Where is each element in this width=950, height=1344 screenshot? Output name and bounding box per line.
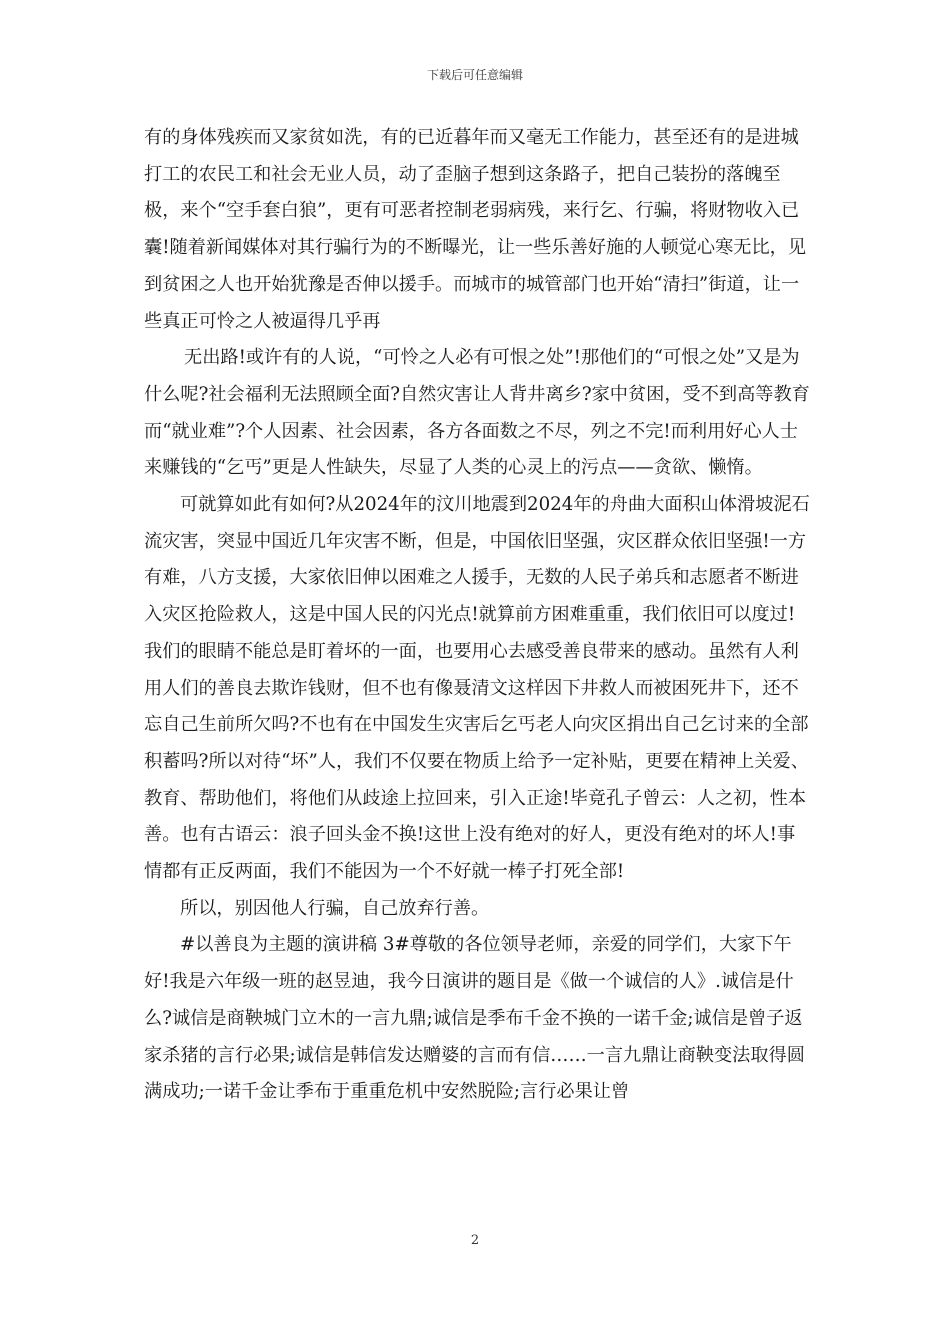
paragraph-1: 有的身体残疾而又家贫如洗，有的已近暮年而又毫无工作能力，甚至还有的是进城打工的农民工和社会无业人员，动了歪脑子想到这条路子，把自己装扮的落魄至极，来个“空手套白狼”，更有可恶者控制老弱病残，来行乞、行骗，将财物收入已囊!随着新闻媒体对其行骗行为的不断曝光，让一些乐善好施的人顿觉心寒无比，见到贫困之人也开始犹豫是否伸以援手。而城市的城管部门也开始“清扫”街道，让一些真正可怜之人被逼得几乎再 [144,127,807,332]
paragraph-4: 所以，别因他人行骗，自己放弃行善。 [180,897,490,919]
page-header: 下载后可任意编辑 [426,68,523,82]
page-number: 2 [470,1233,480,1248]
document-body [144,120,812,1111]
paragraph-2: 无出路!或许有的人说，“可怜之人必有可恨之处”!那他们的“可恨之处”又是为什么呢?社会福利无法照顾全面?自然灾害让人背井离乡?家中贫困，受不到高等教育而“就业难”?个人因素、社会因素，各方各面数之不尽，列之不完!而利用好心人士来赚钱的“乞丐”更是人性缺失，尽显了人类的心灵上的污点——贪欲、懒惰。 [144,347,810,479]
paragraph-3: 可就算如此有如何?从2024年的汶川地震到2024年的舟曲大面积山体滑坡泥石流灾害，突显中国近几年灾害不断，但是，中国依旧坚强，灾区群众依旧坚强!一方有难，八方支援，大家依旧伸以困难之人援手，无数的人民子弟兵和志愿者不断进入灾区抢险救人，这是中国人民的闪光点!就算前方困难重重，我们依旧可以度过!我们的眼睛不能总是盯着坏的一面，也要用心去感受善良带来的感动。虽然有人利用人们的善良去欺诈钱财，但不也有像聂清文这样因下井救人而被困死井下，还不忘自己生前所欠吗?不也有在中国发生灾害后乞丐老人向灾区捐出自己乞讨来的全部积蓄吗?所以对待“坏”人，我们不仅要在物质上给予一定补贴，更要在精神上关爱、教育、帮助他们，将他们从歧途上拉回来，引入正途!毕竟孔子曾云：人之初，性本善。也有古语云：浪子回头金不换!这世上没有绝对的好人，更没有绝对的坏人!事情都有正反两面，我们不能因为一个不好就一棒子打死全部! [144,494,810,883]
paragraph-5: #以善良为主题的演讲稿 3#尊敬的各位领导老师，亲爱的同学们，大家下午好!我是六年级一班的赵昱迪，我今日演讲的题目是《做一个诚信的人》.诚信是什么?诚信是商鞅城门立木的一言九鼎;诚信是季布千金不换的一诺千金;诚信是曾子返家杀猪的言行必果;诚信是韩信发达赠婆的言而有信……一言九鼎让商鞅变法取得圆满成功;一诺千金让季布于重重危机中安然脱险;言行必果让曾 [144,934,805,1103]
